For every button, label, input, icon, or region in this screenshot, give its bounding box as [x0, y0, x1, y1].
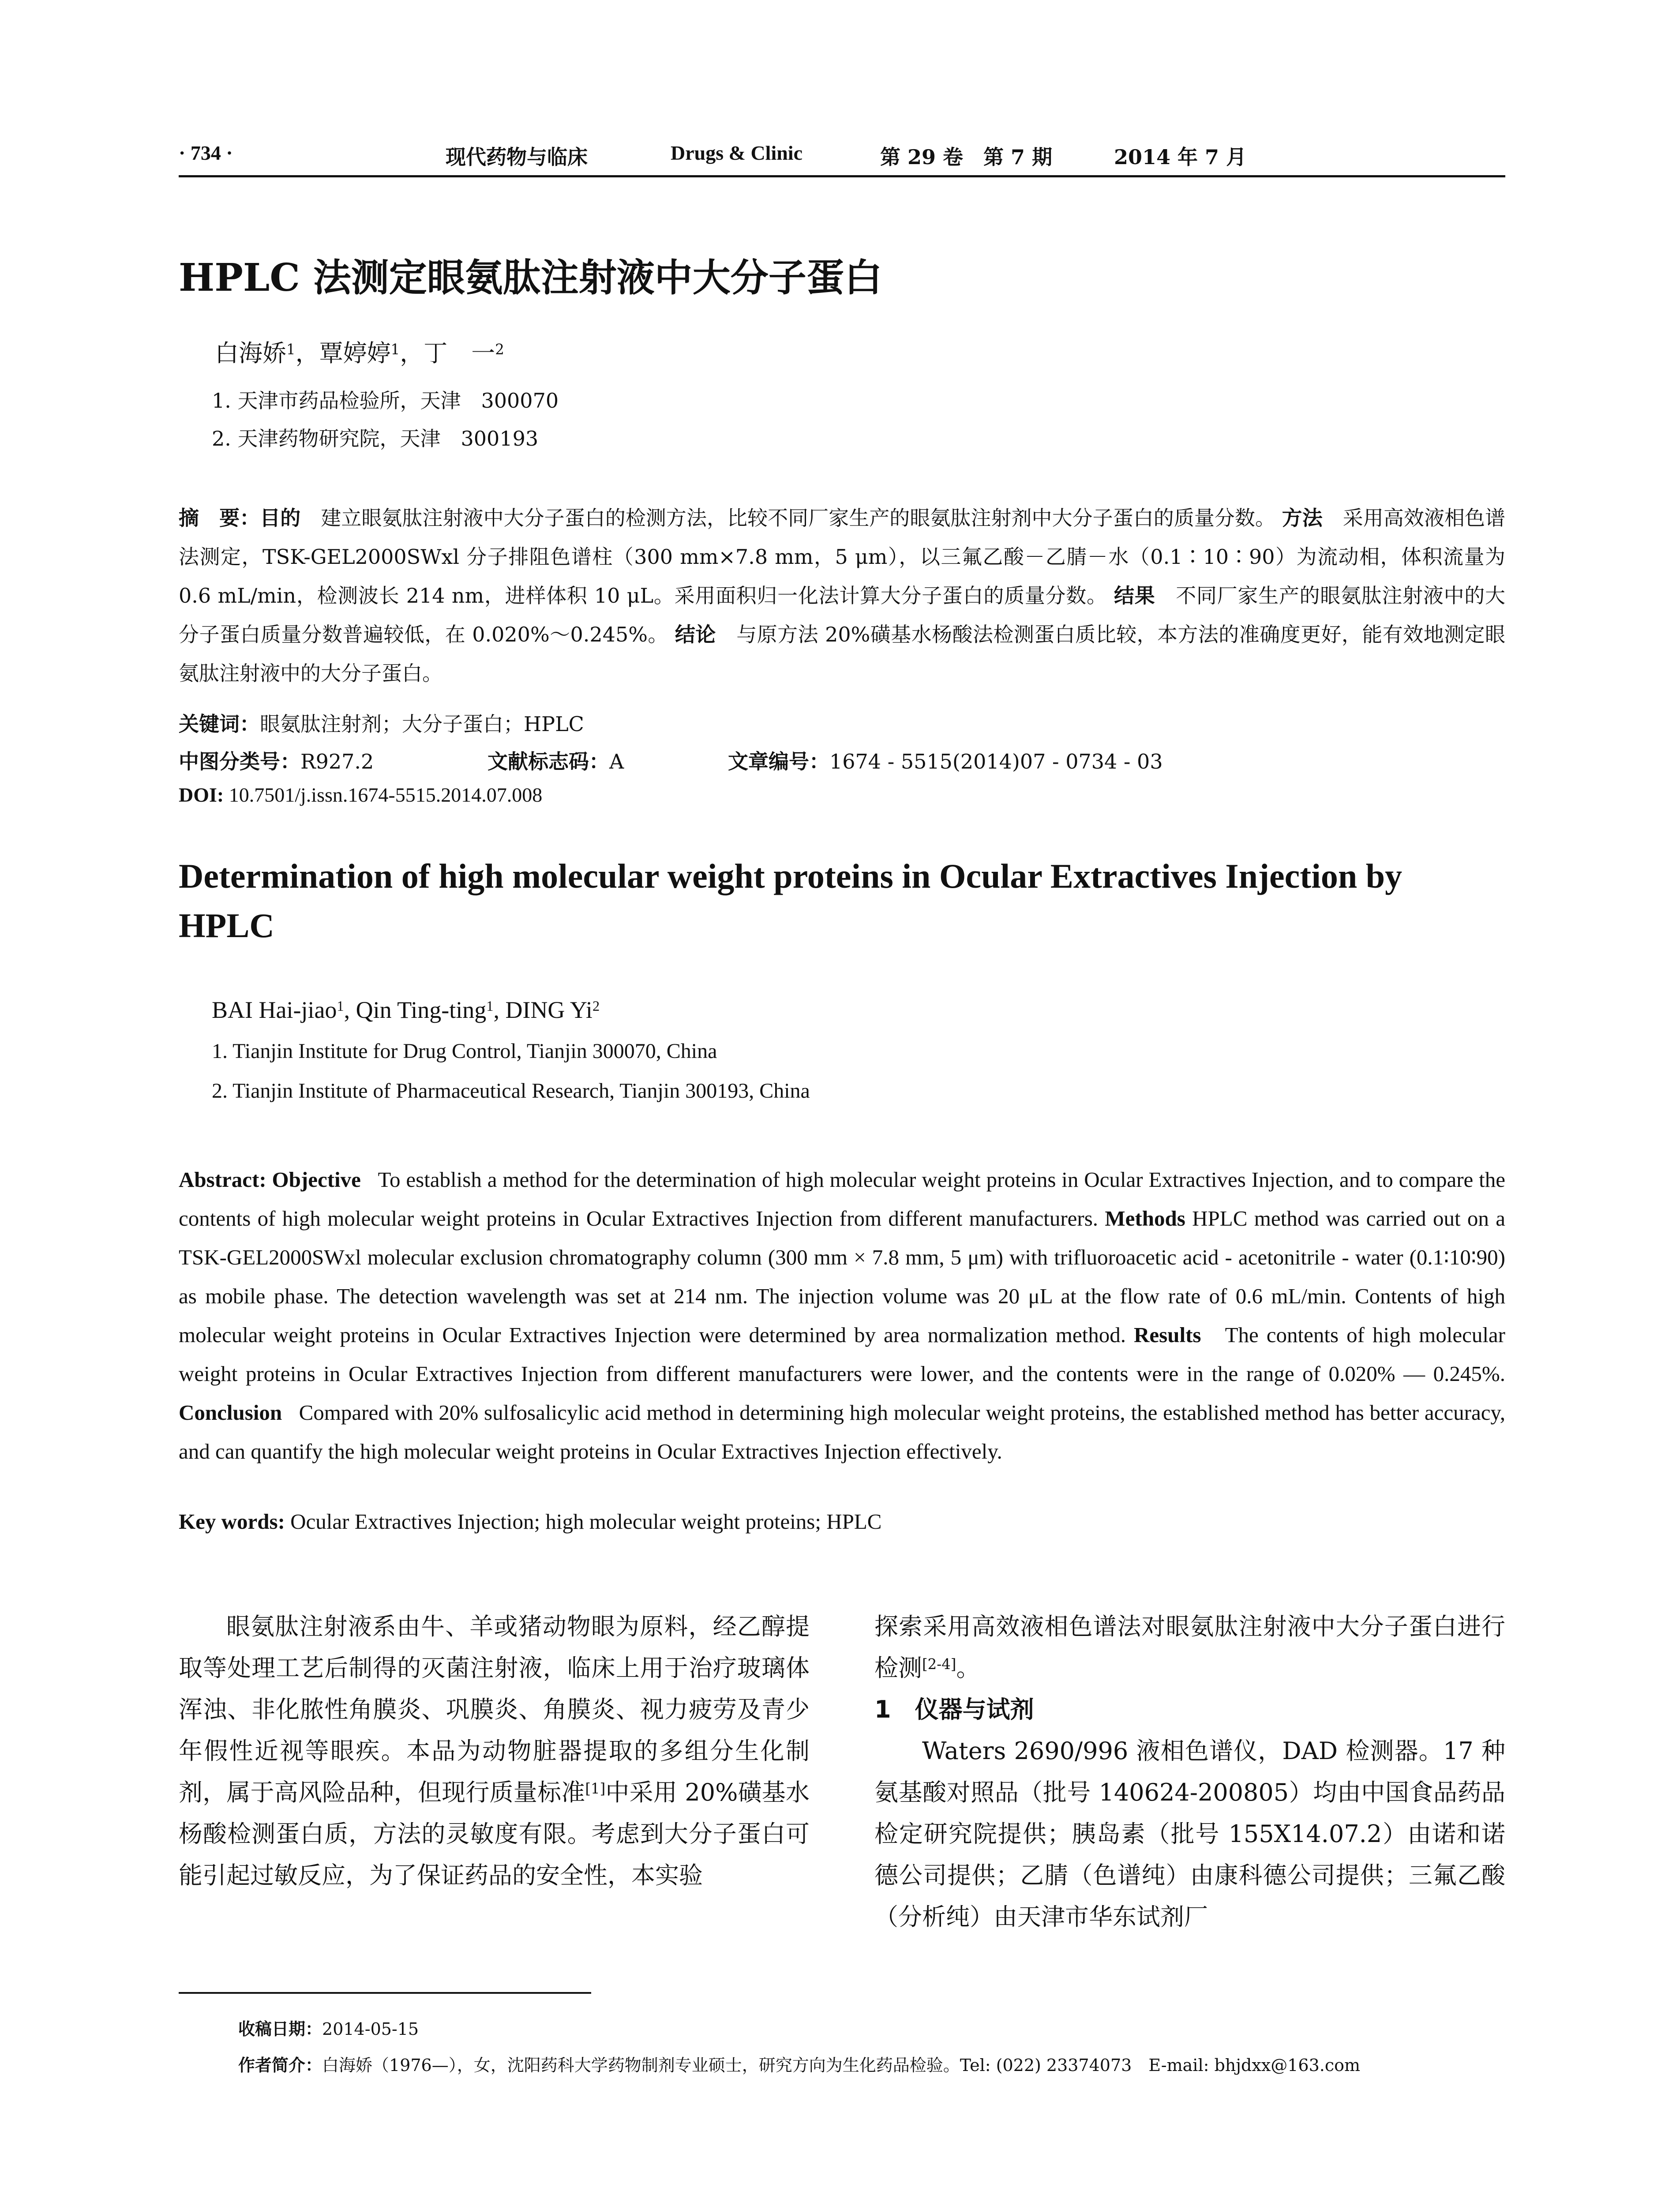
- methods-label: Methods: [1105, 1206, 1185, 1231]
- footnote-rule: [179, 1992, 591, 1994]
- objective-label: Objective: [272, 1167, 361, 1192]
- received-date: [238, 2015, 419, 2040]
- body-column-left: [179, 1606, 810, 1896]
- article-number: [728, 746, 1163, 775]
- author-bio-text: 白海娇（1976—），女，沈阳药科大学药物制剂专业硕士，研究方向为生化药品检验。Tel: (022) 23374073 E-mail: bhjdxx@163.com: [322, 2056, 1361, 2075]
- keywords-cn: [179, 708, 1505, 737]
- keywords-label: 关键词：: [179, 712, 260, 736]
- affiliation-cn-2: 2. 天津药物研究院，天津 300193: [212, 427, 539, 450]
- affiliation-en-1: 1. Tianjin Institute for Drug Control, Tianjin 300070, China: [212, 1039, 717, 1063]
- author-name: Qin Ting-ting: [356, 997, 487, 1023]
- body-paragraph: 探索采用高效液相色谱法对眼氨肽注射液中大分子蛋白进行检测[2-4]。: [874, 1613, 1505, 1682]
- conclusion-text: 与原方法 20%磺基水杨酸法检测蛋白质比较，本方法的准确度更好，能有效地测定眼氨肽注射液中的大分子蛋白。: [179, 623, 1506, 685]
- keywords-label: Key words:: [179, 1509, 285, 1534]
- abstract-en: [179, 1160, 1505, 1471]
- doc-code: [488, 746, 624, 775]
- affiliation-cn-1: 1. 天津市药品检验所，天津 300070: [212, 389, 559, 413]
- methods-text: HPLC method was carried out on a TSK-GEL2000SWxl molecular exclusion chromatography column (300 mm × 7.8 mm, 5 μm) with trifluoroacetic acid - acetonitrile - water (0.1∶10∶90) as mobile phase. The detection wavelength was set at 214 nm. The injection volume was 20 μL at the flow rate of 0.6 mL/min. Contents of high molecular weight proteins in Ocular Extractives Injection were determined by area normalization method.: [179, 1206, 1506, 1347]
- article-number-label: 文章编号：: [728, 750, 829, 773]
- abstract-label: Abstract:: [179, 1167, 266, 1192]
- results-text: 不同厂家生产的眼氨肽注射液中的大分子蛋白质量分数普遍较低，在 0.020%～0.245%。: [179, 584, 1506, 646]
- affiliation-en-2: 2. Tianjin Institute of Pharmaceutical Research, Tianjin 300193, China: [212, 1079, 810, 1103]
- author-affiliation-mark: 1: [286, 341, 296, 358]
- article-title-cn: HPLC 法测定眼氨肽注射液中大分子蛋白: [179, 255, 882, 300]
- doi-label: DOI:: [179, 784, 224, 806]
- abstract-cn: [179, 499, 1505, 693]
- results-label: 结果: [1114, 584, 1155, 608]
- authors-cn: 白海娇$^1$，覃婷婷$^1$，丁 一$^2$: [215, 339, 504, 367]
- conclusion-label: Conclusion: [179, 1400, 282, 1425]
- author-bio: [238, 2052, 1360, 2076]
- author-name: 白海娇: [215, 339, 286, 367]
- citation: [2-4]: [922, 1655, 956, 1673]
- clc-label: 中图分类号：: [179, 750, 300, 773]
- page-number: · 734 ·: [179, 142, 233, 164]
- authors-en: BAI Hai-jiao$^1$, Qin Ting-ting$^1$, DING Yi$^2$: [212, 997, 600, 1023]
- methods-text: 采用高效液相色谱法测定，TSK-GEL2000SWxl 分子排阻色谱柱（300 mm×7.8 mm，5 μm），以三氟乙酸－乙腈－水（0.1∶10∶90）为流动相，体积流量为 0.6 mL/min，检测波长 214 nm，进样体积 10 μL。采用面积归一化法计算大分子蛋白的质量分数。: [179, 506, 1506, 608]
- author-affiliation-mark: 2: [495, 341, 504, 358]
- author-affiliation-mark: 1: [337, 998, 344, 1014]
- author-affiliation-mark: 1: [390, 341, 400, 358]
- volume-issue: 第 29 卷 第 7 期: [880, 145, 1053, 169]
- doc-code-label: 文献标志码：: [488, 750, 609, 773]
- author-bio-label: 作者简介：: [238, 2056, 322, 2075]
- results-label: Results: [1134, 1323, 1201, 1347]
- keywords-text: Ocular Extractives Injection; high molecular weight proteins; HPLC: [290, 1509, 882, 1534]
- header-rule: [179, 175, 1505, 177]
- article-number-value: 1674 - 5515(2014)07 - 0734 - 03: [829, 750, 1163, 773]
- objective-text: To establish a method for the determination of high molecular weight proteins in Ocular Extractives Injection, and to compare the contents of high molecular weight proteins in Ocular Extractives Injection from different manufacturers.: [179, 1167, 1506, 1231]
- keywords-text: 眼氨肽注射剂；大分子蛋白；HPLC: [260, 712, 584, 736]
- conclusion-label: 结论: [675, 623, 716, 646]
- abstract-label: 摘 要：: [179, 506, 260, 530]
- author-affiliation-mark: 2: [592, 998, 600, 1014]
- citation: [1]: [585, 1780, 606, 1797]
- publication-date: 2014 年 7 月: [1114, 145, 1247, 169]
- results-text: The contents of high molecular weight proteins in Ocular Extractives Injection from different manufacturers were lower, and the contents were in the range of 0.020% — 0.245%.: [179, 1323, 1505, 1386]
- doc-code-value: A: [609, 750, 624, 773]
- author-name: DING Yi: [505, 997, 592, 1023]
- journal-name-cn: 现代药物与临床: [446, 145, 588, 169]
- received-label: 收稿日期：: [238, 2019, 322, 2039]
- section-heading: 1 仪器与试剂: [874, 1696, 1034, 1723]
- clc-value: R927.2: [300, 750, 374, 773]
- author-name: 丁 一: [424, 339, 495, 367]
- body-column-right: [874, 1606, 1505, 1938]
- journal-name-en: Drugs & Clinic: [671, 142, 802, 164]
- objective-text: 建立眼氨肽注射液中大分子蛋白的检测方法，比较不同厂家生产的眼氨肽注射剂中大分子蛋白的质量分数。: [321, 506, 1275, 530]
- body-paragraph: 眼氨肽注射液系由牛、羊或猪动物眼为原料，经乙醇提取等处理工艺后制得的灭菌注射液，临床上用于治疗玻璃体浑浊、非化脓性角膜炎、巩膜炎、角膜炎、视力疲劳及青少年假性近视等眼疾。本品为动物脏器提取的多组分生化制剂，属于高风险品种，但现行质量标准[1]中采用 20%磺基水杨酸检测蛋白质，方法的灵敏度有限。考虑到大分子蛋白可能引起过敏反应，为了保证药品的安全性，本实验: [179, 1613, 810, 1889]
- author-name: 覃婷婷: [319, 339, 391, 367]
- doi-line: [179, 783, 1505, 807]
- conclusion-text: Compared with 20% sulfosalicylic acid method in determining high molecular weight proteins, the established method has better accuracy, and can quantify the high molecular weight proteins in Ocular Extractives Injection effectively.: [179, 1400, 1506, 1463]
- objective-label: 目的: [260, 506, 301, 530]
- body-paragraph: Waters 2690/996 液相色谱仪，DAD 检测器。17 种氨基酸对照品（批号 140624-200805）均由中国食品药品检定研究院提供；胰岛素（批号 155X14.07.2）由诺和诺德公司提供；乙腈（色谱纯）由康科德公司提供；三氟乙酸（分析纯）由天津市华东试剂厂: [874, 1737, 1505, 1931]
- keywords-en: [179, 1509, 1505, 1534]
- received-value: 2014-05-15: [322, 2019, 419, 2039]
- author-name: BAI Hai-jiao: [212, 997, 337, 1023]
- author-affiliation-mark: 1: [486, 998, 494, 1014]
- article-title-en: Determination of high molecular weight proteins in Ocular Extractives Injection by HPLC: [179, 857, 1402, 945]
- doi-value: 10.7501/j.issn.1674-5515.2014.07.008: [229, 784, 543, 806]
- methods-label: 方法: [1282, 506, 1323, 530]
